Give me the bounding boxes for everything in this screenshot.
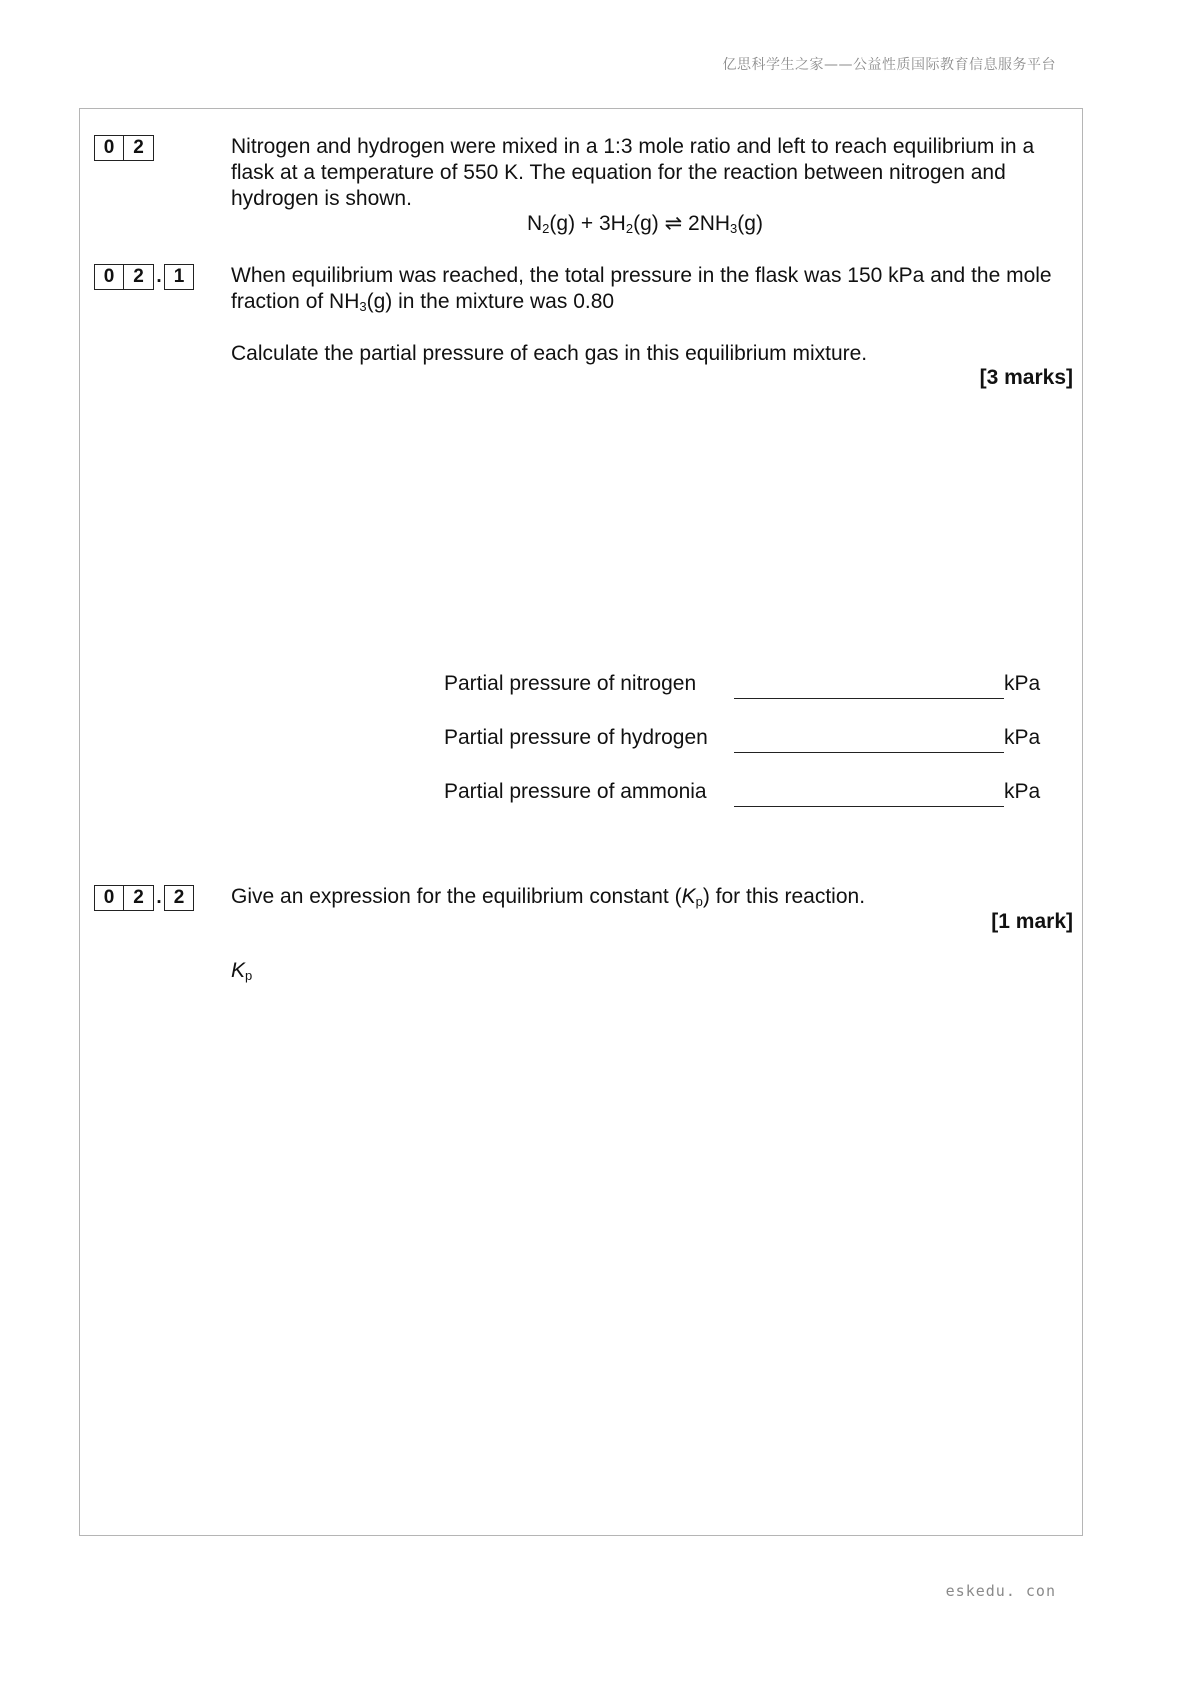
marks-label-1: [1 mark] xyxy=(991,910,1073,933)
question-02-intro xyxy=(231,134,1076,212)
answer-unit: kPa xyxy=(1004,726,1041,749)
kp-symbol: K xyxy=(231,959,246,982)
question-02-1-stem xyxy=(231,263,1076,367)
question-digit-box: 2 xyxy=(124,264,154,290)
question-02-intro-text: Nitrogen and hydrogen were mixed in a 1:3 mole ratio and left to reach equilibrium in a flask at a temperature of 550 K. The equation for the reaction between nitrogen and hydrogen is shown. xyxy=(231,135,1035,210)
eq-n2-sub: 2 xyxy=(542,221,550,236)
question-02-1-stem-text xyxy=(231,263,1076,315)
stem-part: ) for this reaction. xyxy=(702,885,866,908)
kp-sub: p xyxy=(245,968,253,983)
eq-n2: N xyxy=(527,212,543,235)
question-02-1-instruction: Calculate the partial pressure of each gas in this equilibrium mixture. xyxy=(231,342,868,365)
question-number-02-2 xyxy=(94,885,194,911)
question-digit-box: 0 xyxy=(94,264,124,290)
eq-h2-state: (g) ⇌ 2NH xyxy=(633,212,731,235)
eq-nh3-state: (g) xyxy=(737,212,763,235)
kp-answer-prompt xyxy=(231,959,252,983)
answer-line-hydrogen[interactable] xyxy=(734,752,1004,753)
header-site-text: 亿思科学生之家——公益性质国际教育信息服务平台 xyxy=(722,57,1056,73)
eq-nh3-sub: 3 xyxy=(730,221,738,236)
question-number-dot: . xyxy=(156,266,162,287)
question-02-2-stem-text xyxy=(231,884,1076,910)
question-number-02 xyxy=(94,135,154,161)
eq-n2-state: (g) + 3H xyxy=(549,212,626,235)
question-digit-box: 1 xyxy=(164,264,194,290)
question-02-2-stem xyxy=(231,884,1076,910)
marks-label-3: [3 marks] xyxy=(979,366,1073,389)
answer-label: Partial pressure of ammonia xyxy=(444,780,707,803)
stem-part: (g) in the mixture was 0.80 xyxy=(366,290,615,313)
stem-part: Give an expression for the equilibrium constant ( xyxy=(231,885,682,908)
question-digit-box: 0 xyxy=(94,885,124,911)
footer-site-text: eskedu. con xyxy=(945,1582,1056,1600)
question-number-02-1 xyxy=(94,264,194,290)
question-digit-box: 2 xyxy=(124,135,154,161)
answer-unit: kPa xyxy=(1004,672,1041,695)
eq-h2-sub: 2 xyxy=(625,221,634,236)
answer-label: Partial pressure of nitrogen xyxy=(444,672,697,695)
stem-sub: p xyxy=(695,894,703,909)
answer-label: Partial pressure of hydrogen xyxy=(444,726,708,749)
reaction-equation xyxy=(527,211,763,237)
stem-k: K xyxy=(681,885,696,908)
question-number-dot: . xyxy=(156,887,162,908)
question-digit-box: 2 xyxy=(164,885,194,911)
stem-part: When equilibrium was reached, the total pressure in the flask was 150 kPa and the mole fraction of NH xyxy=(231,264,1052,313)
stem-sub: 3 xyxy=(359,299,367,314)
question-digit-box: 0 xyxy=(94,135,124,161)
answer-line-nitrogen[interactable] xyxy=(734,698,1004,699)
answer-line-ammonia[interactable] xyxy=(734,806,1004,807)
answer-unit: kPa xyxy=(1004,780,1041,803)
question-digit-box: 2 xyxy=(124,885,154,911)
